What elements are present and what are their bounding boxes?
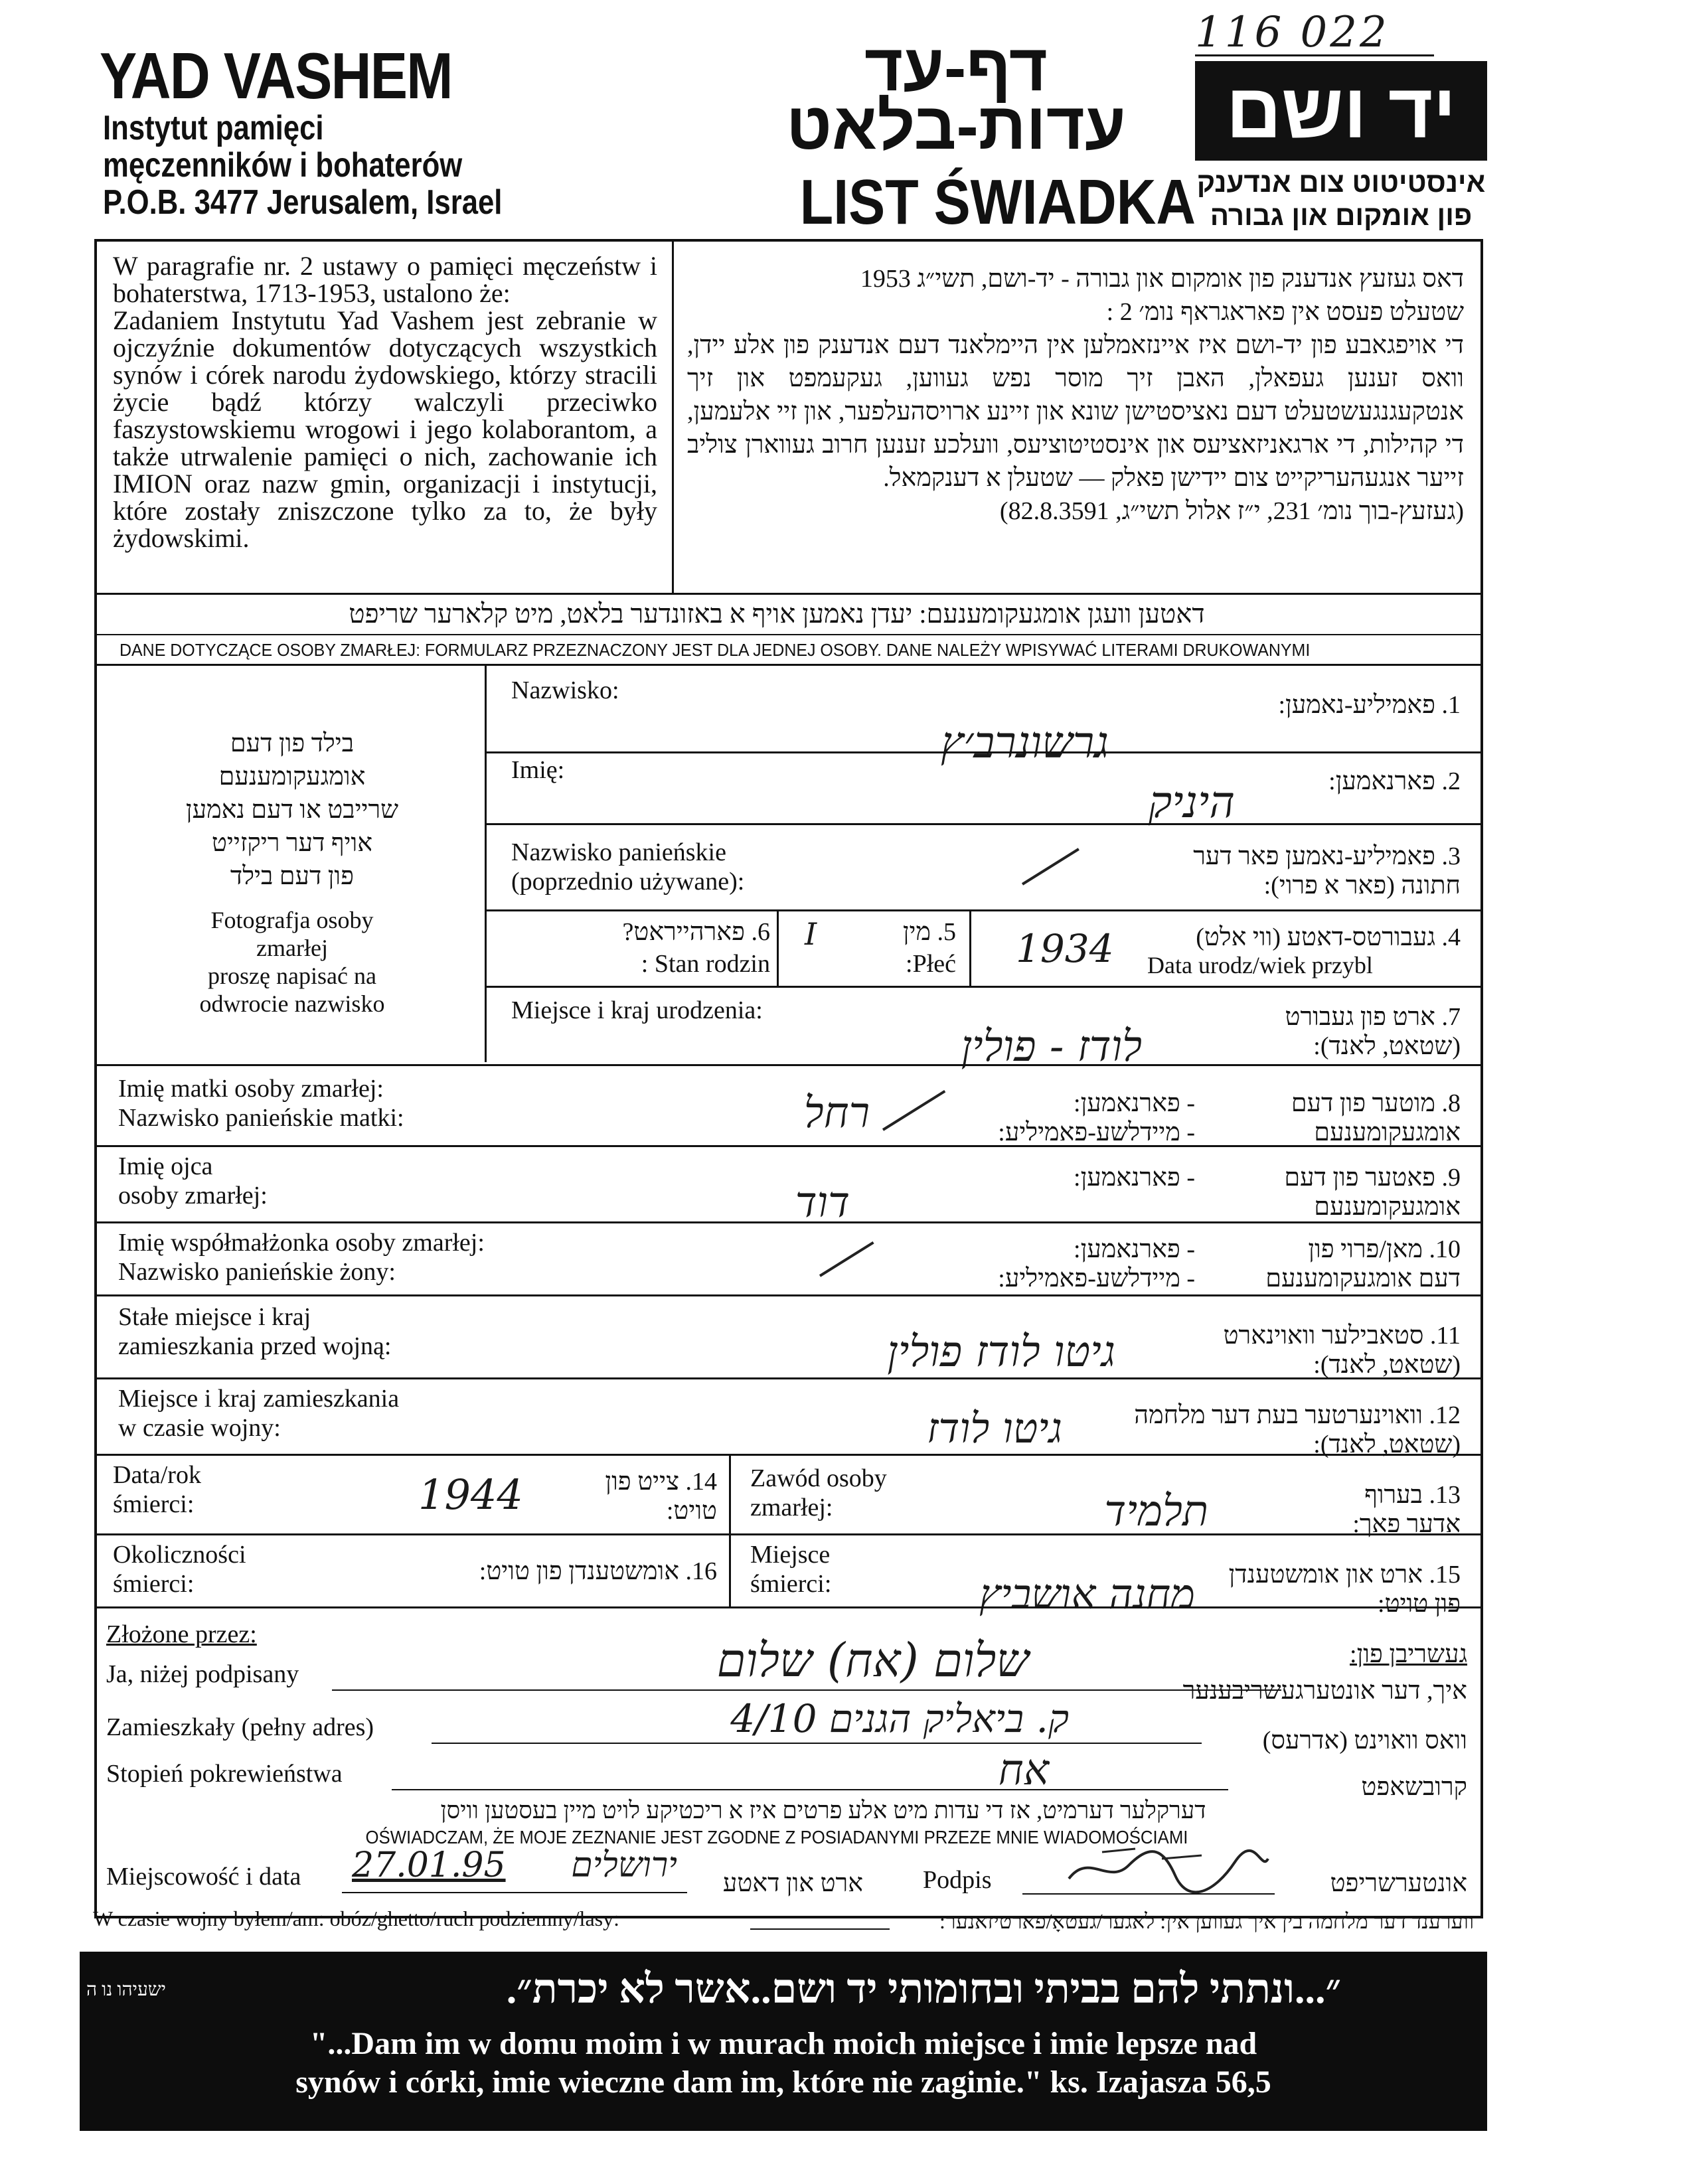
instructions-polish: DANE DOTYCZĄCE OSOBY ZMARŁEJ: FORMULARZ PRZEZNACZONY JEST DLA JEDNEJ OSOBY. DANE NALEŻY WPISYWAĆ LITERAMI DRUKOWANYMI [120, 640, 1311, 660]
signer-label-he: איך, דער אונטערגעשריבענער [1182, 1677, 1467, 1705]
death-circ-label-pl: Okoliczności śmierci: [113, 1541, 246, 1598]
family-status-label-pl: : Stan rodzin [641, 950, 770, 978]
rule-5 [94, 1064, 1483, 1066]
split-divider-1 [729, 1454, 731, 1606]
footer-banner [80, 1952, 1487, 2131]
father-label-he-a: - פארנאמען: [1074, 1164, 1195, 1192]
title-hebrew-2: עדות-בלאט [786, 89, 1126, 163]
submitted-title-pl: Złożone przez: [106, 1620, 257, 1648]
rule-10 [94, 1454, 1483, 1456]
family-status-label-he: 6. פארהייראט? [622, 918, 770, 946]
yad-vashem-logo [1195, 61, 1487, 161]
war-residence-label-pl: Miejsce i kraj zamieszkania w czasie wojny: [118, 1385, 400, 1442]
photo-box-divider [485, 664, 487, 1062]
occupation-value[interactable]: תלמיד [1104, 1487, 1208, 1536]
instructions-hebrew: דאטען וועגן אומגעקומענעם: יעדן נאמען אויף א באזונדער בלאט, מיט קלארער שריפט [349, 599, 1205, 629]
mother-label-he-b: 8. מוטער פון דעם אומגעקומענעם [1291, 1089, 1461, 1146]
spouse-label-pl: Imię współmałżonka osoby zmarłej: Nazwisko panieńskie żony: [118, 1229, 485, 1286]
place-date-value[interactable]: 27.01.95 [352, 1845, 506, 1885]
photo-hebrew: בילד פון דעם אומגעקומענעם שרייבט או דעם נאמען אויף דער ריקזייט פון דעם בילד [185, 730, 399, 890]
submitted-title-he: געשריבן פון: [1350, 1640, 1467, 1668]
org-address: Instytut pamięci męczenników i bohaterów P.O.B. 3477 Jerusalem, Israel [103, 109, 503, 222]
logo-text: יד ושם [1226, 68, 1457, 154]
signer-line [332, 1689, 1281, 1691]
surname-label-pl: Nazwisko: [511, 676, 619, 704]
rule-1 [485, 751, 1483, 753]
address-label-he: וואס וואוינט (אדרעס) [1262, 1727, 1467, 1755]
spouse-label-he-a: - פארנאמען: - מיידלשע-פאמיליע: [998, 1235, 1195, 1292]
title-hebrew-1: דף-עד [864, 31, 1048, 105]
title-polish: LIST ŚWIADKA [799, 167, 1196, 238]
father-value[interactable]: דוד [795, 1178, 850, 1227]
footer-hebrew-quote: ״...ונתתי להם בביתי ובחומותי יד ושם..אשר לא יכרת״. [506, 1967, 1341, 2012]
death-place-label-pl: Miejsce śmierci: [750, 1541, 832, 1598]
declaration-he: דערקלער דערמיט, אז די עדות מיט אלע פרטים איז א ריכטיקע לויט מיין בעסטען וויסן [440, 1797, 1206, 1824]
signature[interactable] [1062, 1839, 1275, 1899]
sign-label-he: אונטערשריפט [1330, 1869, 1467, 1897]
birthplace-label-he: 7. ארט פון געבורט (שטאט, לאנד): [1285, 1003, 1461, 1060]
org-name: YAD VASHEM [100, 39, 452, 112]
maiden-label-he: 3. פאמיליע-נאמען פאר דער חתונה (פאר א פרוי): [1193, 842, 1461, 899]
place-date-value2[interactable]: ירושלים [571, 1845, 677, 1885]
prewar-value[interactable]: גיטו לודז פולין [887, 1328, 1115, 1377]
stamp-underline [1195, 54, 1434, 56]
death-date-value[interactable]: 1944 [418, 1470, 523, 1519]
war-status-label-pl: W czasie wojny byłem/am: obóz/ghetto/ruch podziemny/lasy: [93, 1907, 619, 1930]
relation-value[interactable]: אח [998, 1746, 1049, 1795]
maiden-label-pl: Nazwisko panieńskie (poprzednio używane): [511, 838, 745, 896]
place-date-label-pl: Miejscowość i data [106, 1863, 301, 1891]
birth-value[interactable]: 1934 [1016, 926, 1114, 971]
rule-9 [94, 1377, 1483, 1379]
footer-polish-quote: "...Dam im w domu moim i w murach moich miejsce i imie lepsze nad synów i córki, imie wieczne dam im, które nie zaginie." ks. Izajasza 56,5 [295, 2026, 1271, 2100]
rule-3 [485, 909, 1483, 911]
stat-divider-2 [969, 909, 971, 986]
address-line [432, 1743, 1202, 1744]
place-date-label-he: ארט און דאטע [722, 1869, 863, 1897]
father-label-he-b: 9. פאטער פון דעם אומגעקומענעם [1284, 1164, 1461, 1221]
father-label-pl: Imię ojca osoby zmarłej: [118, 1152, 268, 1209]
sex-label-pl: :Płeć [906, 950, 956, 978]
sign-label-pl: Podpis [923, 1866, 992, 1894]
death-place-value[interactable]: מחנה אושביץ [979, 1570, 1195, 1618]
rule-6 [94, 1145, 1483, 1147]
rule-11 [94, 1533, 1483, 1535]
birthplace-value[interactable]: לודז - פולין [961, 1022, 1142, 1071]
footer-hebrew-ref: ישעיהו נו ה [86, 1980, 166, 2000]
relation-line [392, 1789, 1228, 1790]
place-date-line [342, 1892, 687, 1893]
war-status-label-he: ווערענד דער מלחמה בין איך געווען אין: לאגער/געטאָ/פארטיזאנער: [939, 1909, 1474, 1933]
stat-divider-1 [777, 909, 779, 986]
prewar-label-pl: Stałe miejsce i kraj zamieszkania przed wojną: [118, 1303, 392, 1360]
sex-label-he: 5. מין [902, 918, 956, 946]
rule-instructions-mid [94, 634, 1483, 635]
death-place-label-he: 15. ארט און אומשטענדן פון טויט: [1228, 1561, 1461, 1618]
sex-value[interactable]: I [805, 916, 817, 952]
relation-label-pl: Stopień pokrewieństwa [106, 1760, 343, 1788]
occupation-label-pl: Zawód osoby zmarłej: [750, 1464, 887, 1521]
rule-instructions-bottom [94, 664, 1483, 666]
address-value[interactable]: ק. ביאליק הגנים 4/10 [730, 1696, 1069, 1741]
surname-value[interactable]: גרשונרב׳ץ [940, 717, 1109, 768]
death-date-label-pl: Data/rok śmierci: [113, 1461, 201, 1518]
intro-divider [672, 242, 674, 593]
signer-value[interactable]: שלום (אח) שלום [716, 1633, 1029, 1687]
photo-polish: Fotografja osoby zmarłej proszę napisać na odwrocie nazwisko [199, 907, 385, 1017]
rule-4 [485, 986, 1483, 988]
surname-label-he: 1. פאמיליע-נאמען: [1278, 691, 1461, 719]
mother-value[interactable]: רחל [803, 1089, 870, 1138]
intro-hebrew: דאס געזעץ אנדענק פון אומקום און גבורה - יד-ושם, תשי״ג 1953 שטעלט פעסט אין פאראגראף נומ׳ 2 : די אויפגאבע פון יד-ושם איז איינזאמלען אין היימלאנד דעם אנדענק פון אלע יידן, וואס זענען געפאלן, האבן זיך מוסר נפש געווען, געקעמפט און זיך אנטקעגנגעשטעלט דעם נאציסטישן שונא און זיינע ארויסהעלפער, און זיי אלעמען, די קהילות, די ארגאניזאציעס און אינסטיטוציעס, וועלכע זענען חרוב געווארן צוליב זייער אנגעהעריקייט צום יידישן פאלק — שטעלן א דענקמאל. (געזעץ-בוך נומ׳ 231, י״ז אלול תשי״ג, 82.8.3591) [687, 265, 1464, 525]
signer-label-pl: Ja, niżej podpisany [106, 1660, 299, 1688]
declaration-pl: OŚWIADCZAM, ŻE MOJE ZEZNANIE JEST ZGODNE Z POSIADANYMI PRZEZE MNIE WIADOMOŚCIAMI [365, 1827, 1188, 1847]
birth-label-pl: Data urodz/wiek przybl [1147, 952, 1373, 978]
mother-label-he-a: - פארנאמען: - מיידלשע-פאמיליע: [998, 1089, 1195, 1146]
death-circ-label-he: 16. אומשטענדן פון טויט: [479, 1557, 717, 1585]
rule-7 [94, 1221, 1483, 1223]
stamp-number: 116 022 [1195, 8, 1390, 57]
war-residence-value[interactable]: גיטו לודז [927, 1404, 1062, 1452]
rule-8 [94, 1294, 1483, 1296]
relation-label-he: קרובשאפט [1361, 1773, 1467, 1801]
birth-label-he: 4. געבורטס-דאטע (ווי אלט) [1196, 923, 1461, 951]
rule-instructions-top [94, 593, 1483, 595]
spouse-label-he-b: 10. מאן/פרוי פון דעם אומגעקומענעם [1265, 1235, 1461, 1292]
rule-12 [94, 1606, 1483, 1608]
rule-2 [485, 823, 1483, 825]
logo-subtitle: אינסטיטוט צום אנדענק פון אומקום און גבורה [1196, 167, 1486, 231]
birthplace-label-pl: Miejsce i kraj urodzenia: [511, 996, 763, 1024]
firstname-value[interactable]: היניק [1148, 777, 1235, 828]
war-residence-label-he: 12. וואוינערטער בעת דער מלחמה (שטאט, לאנד): [1134, 1401, 1461, 1458]
address-label-pl: Zamieszkały (pełny adres) [106, 1713, 374, 1741]
firstname-label-pl: Imię: [511, 756, 565, 784]
occupation-label-he: 13. בערוף אדער פאך: [1352, 1481, 1461, 1538]
firstname-label-he: 2. פארנאמען: [1328, 767, 1461, 795]
mother-label-pl: Imię matki osoby zmarłej: Nazwisko panieńskie matki: [118, 1075, 404, 1132]
intro-polish: W paragrafie nr. 2 ustawy o pamięci męczeństw i bohaterstwa, 1713-1953, ustalono że: Zadaniem Instytutu Yad Vashem jest zebranie w ojczyźnie dokumentów dotyczących wszystkich synów i córek narodu żydowskiego, którzy stracili życie bądź którzy walczyli przeciwko faszystowskiemu wrogowi i jego kolaborantom, a także utrwalenie pamięci o nich, zachowanie ich IMION oraz nazw gmin, organizacji i instytucji, które zostały zniszczone tylko za to, że były żydowskimi. [113, 251, 657, 553]
prewar-label-he: 11. סטאבילער וואוינארט (שטאט, לאנד): [1223, 1322, 1461, 1379]
death-date-label-he: 14. צייט פון טויט: [605, 1468, 717, 1525]
